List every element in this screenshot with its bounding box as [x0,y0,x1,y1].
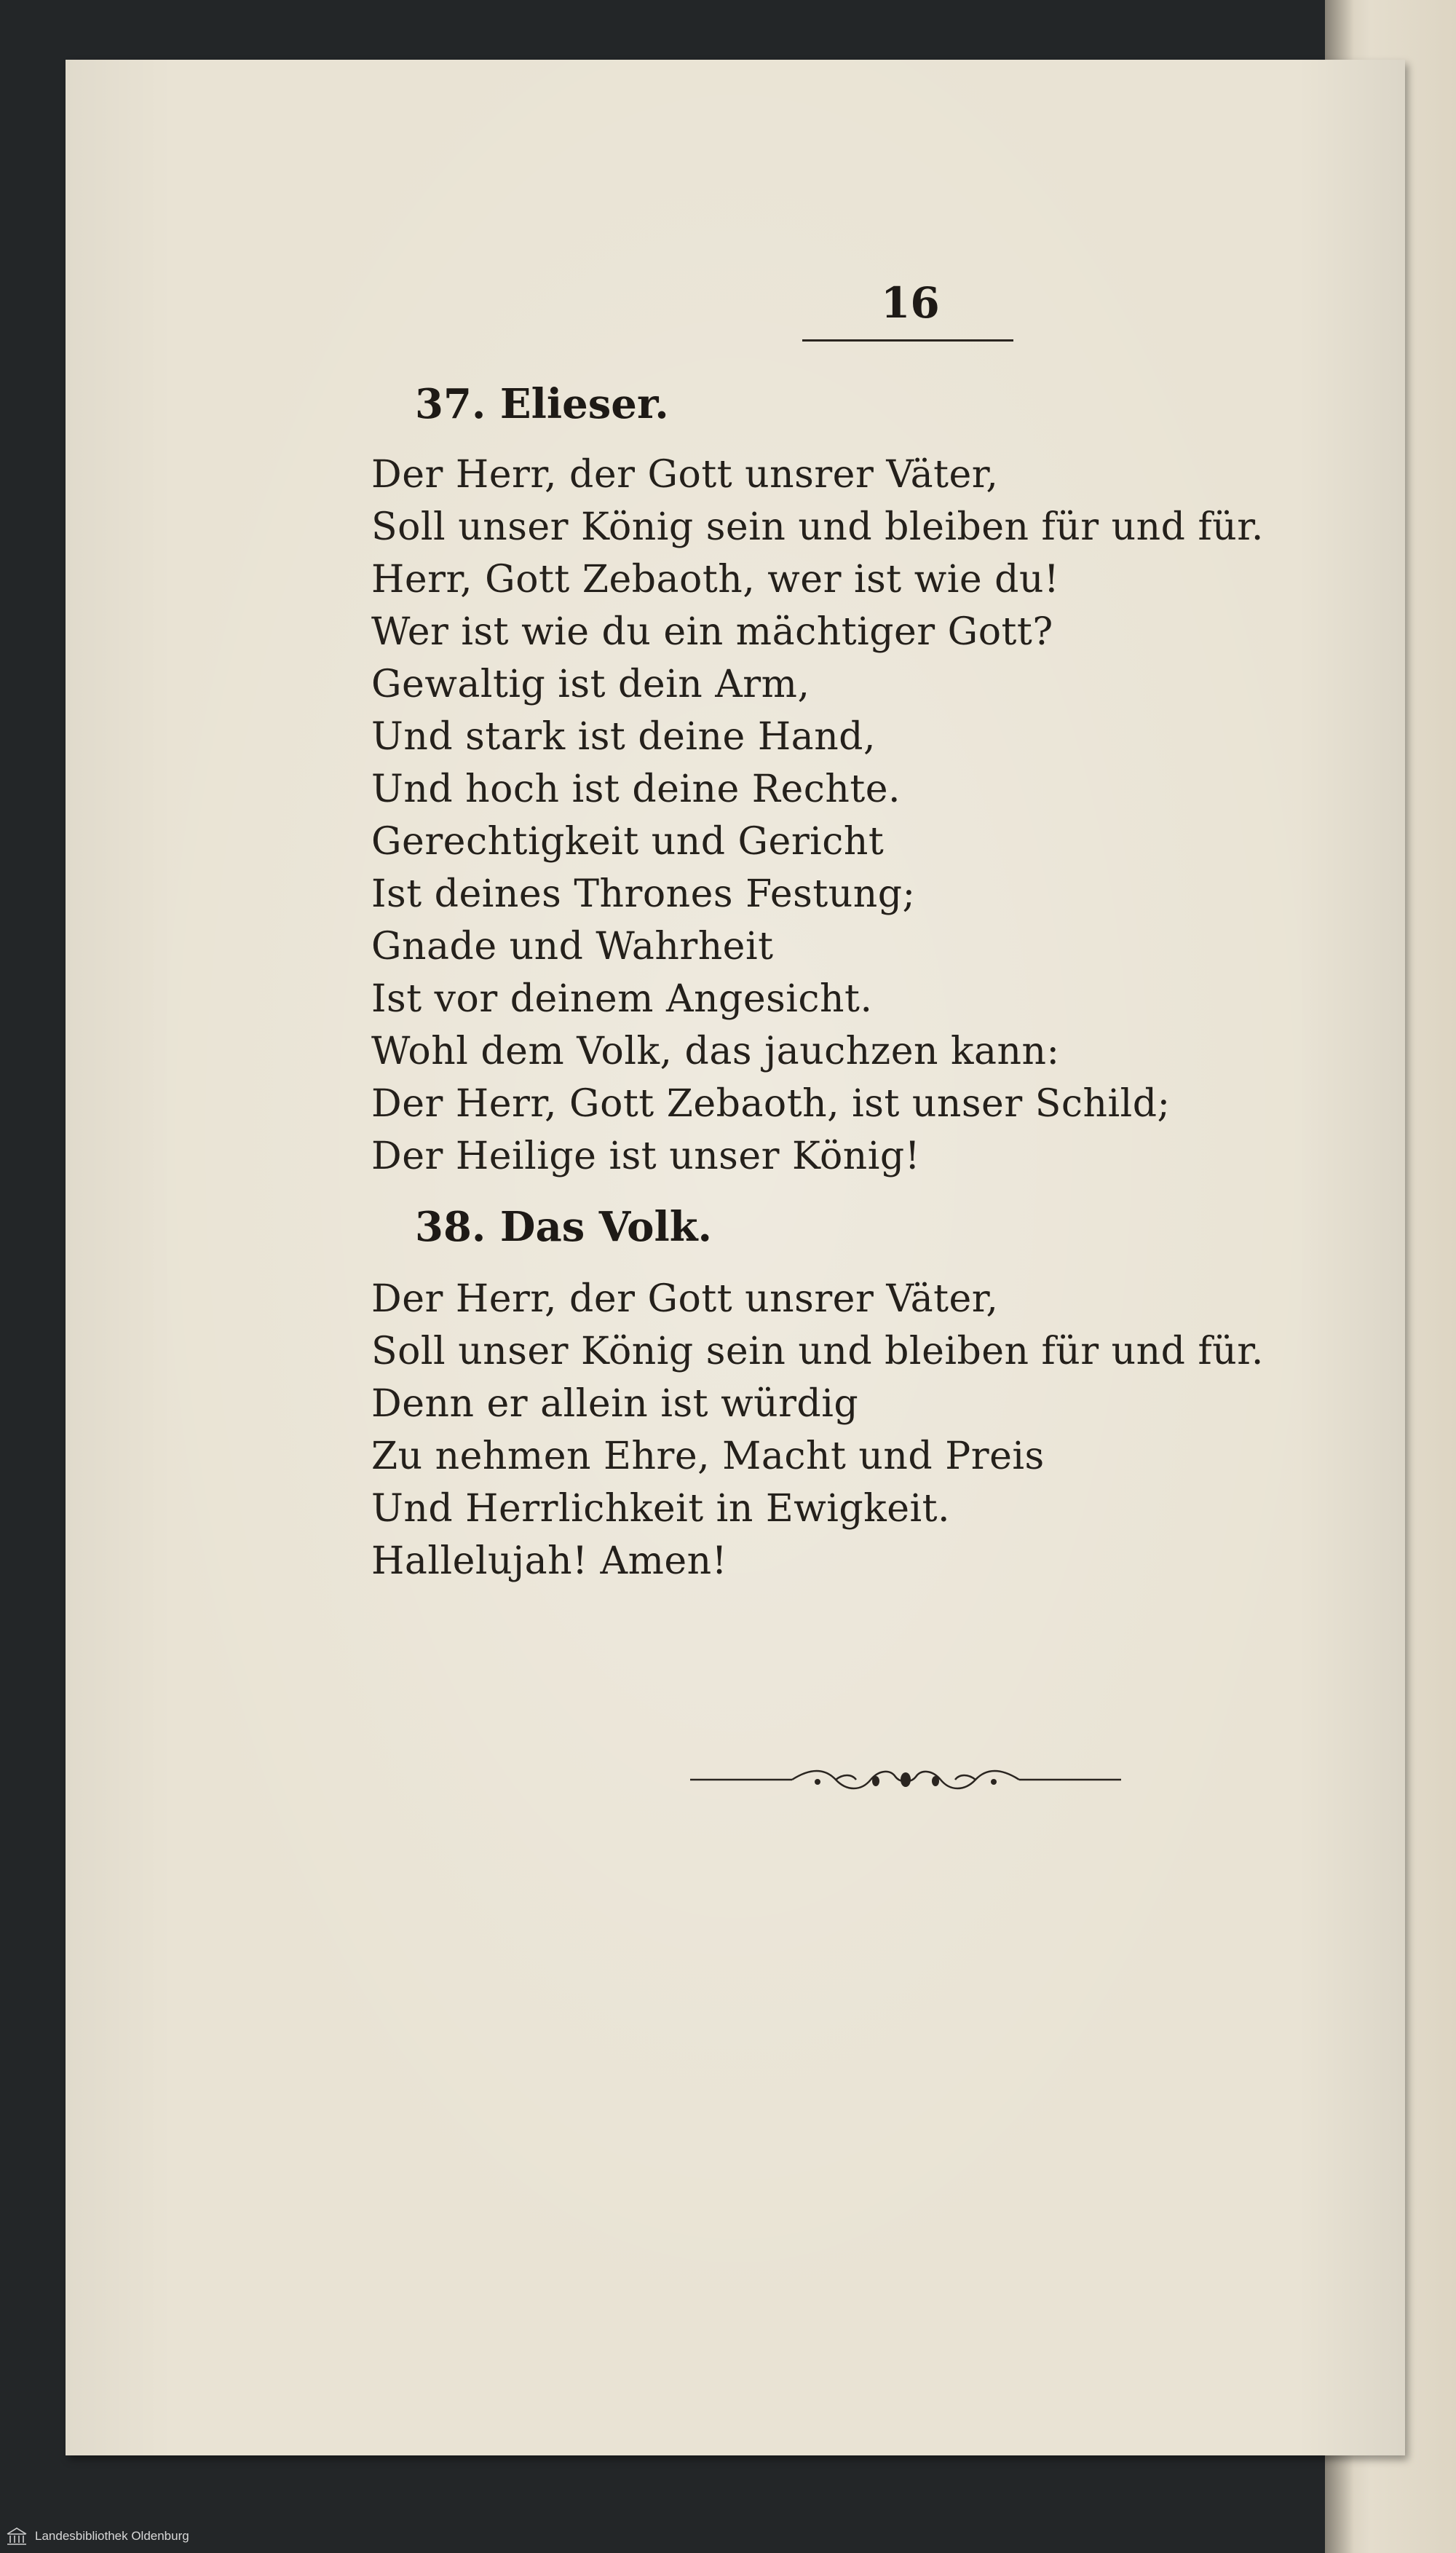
verse-line: Gnade und Wahrheit [371,925,774,968]
verse-line: Und Herrlichkeit in Ewigkeit. [371,1487,951,1531]
verse-line: Ist vor deinem Angesicht. [371,977,873,1021]
verse-line: Ist deines Thrones Festung; [371,872,916,916]
verse-line: Gerechtigkeit und Gericht [371,820,885,864]
verse-line: Gewaltig ist dein Arm, [371,663,810,706]
library-building-icon [6,2527,28,2546]
verse-line: Herr, Gott Zebaoth, wer ist wie du! [371,558,1060,601]
verse-line: Wer ist wie du ein mächtiger Gott? [371,610,1053,654]
verse-line: Hallelujah! Amen! [371,1539,728,1583]
section-heading-das-volk: 38. Das Volk. [415,1203,713,1251]
verse-line: Wohl dem Volk, das jauchzen kann: [371,1030,1060,1073]
verse-line: Soll unser König sein und bleiben für und für. [371,505,1264,549]
verse-line: Und stark ist deine Hand, [371,715,876,759]
section-heading-elieser: 37. Elieser. [415,380,669,428]
library-watermark [0,2520,189,2553]
book-page [66,60,1405,2455]
verse-line: Der Heilige ist unser König! [371,1135,921,1178]
page-number: 16 [881,278,940,328]
verse-line: Der Herr, Gott Zebaoth, ist unser Schild; [371,1082,1171,1126]
header-rule [802,339,1013,342]
ornament-divider-icon [690,1758,1121,1802]
verse-line: Denn er allein ist würdig [371,1382,859,1426]
verse-line: Der Herr, der Gott unsrer Väter, [371,1277,999,1321]
verse-line: Zu nehmen Ehre, Macht und Preis [371,1435,1045,1478]
verse-line: Und hoch ist deine Rechte. [371,768,901,811]
verse-line: Der Herr, der Gott unsrer Väter, [371,453,999,497]
library-name: Landesbibliothek Oldenburg [35,2529,189,2543]
verse-line: Soll unser König sein und bleiben für und für. [371,1330,1264,1373]
